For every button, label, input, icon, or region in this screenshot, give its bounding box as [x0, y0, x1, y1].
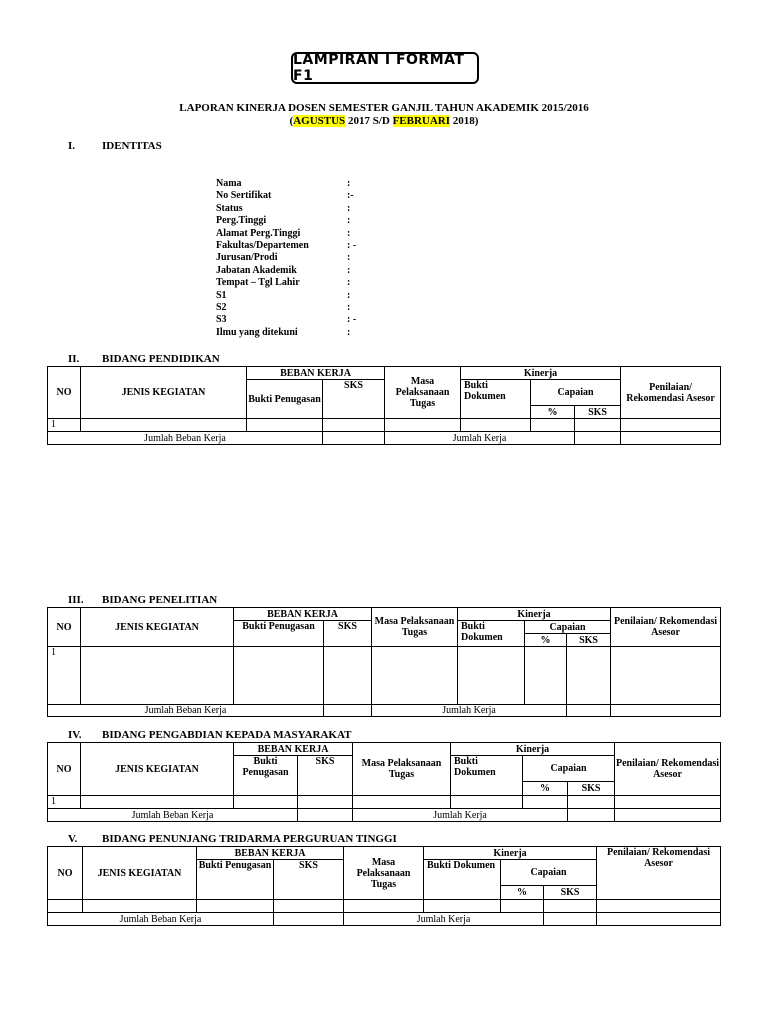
identitas-row: S1 :: [216, 289, 351, 301]
row-number: 1: [48, 419, 81, 432]
identitas-row: Jabatan Akademik :: [216, 264, 351, 276]
identitas-list: [216, 178, 516, 339]
col-bukti-dokumen: Bukti Dokumen: [461, 380, 531, 419]
jumlah-kerja: Jumlah Kerja: [372, 705, 567, 717]
table-row: [48, 419, 721, 432]
col-beban-kerja: BEBAN KERJA: [197, 847, 344, 860]
col-penilaian: Penilaian/ Rekomendasi Asesor: [621, 367, 721, 419]
identitas-row: Fakultas/Departemen : -: [216, 239, 357, 251]
col-beban-kerja: BEBAN KERJA: [234, 743, 353, 756]
col-sks-capaian: SKS: [544, 886, 597, 900]
col-kinerja: Kinerja: [451, 743, 615, 756]
total-row: [48, 705, 721, 717]
table-penelitian: [47, 607, 721, 717]
col-no: NO: [48, 608, 81, 647]
identitas-row: S2 :: [216, 301, 351, 313]
col-penilaian: Penilaian/ Rekomendasi Asesor: [597, 847, 721, 900]
col-beban-kerja: BEBAN KERJA: [234, 608, 372, 621]
jumlah-kerja: Jumlah Kerja: [344, 913, 544, 926]
col-sks-capaian: SKS: [568, 782, 615, 796]
jumlah-beban-kerja: Jumlah Beban Kerja: [48, 432, 323, 445]
col-masa-pelaksanaan: Masa Pelaksanaan Tugas: [385, 367, 461, 419]
identitas-row: Tempat – Tgl Lahir :: [216, 277, 351, 289]
identitas-row: Alamat Perg.Tinggi :: [216, 227, 351, 239]
row-number: 1: [48, 647, 81, 705]
col-persen: %: [531, 406, 575, 419]
table-row: [48, 900, 721, 913]
report-title: LAPORAN KINERJA DOSEN SEMESTER GANJIL TAHUN AKADEMIK 2015/2016: [179, 102, 589, 114]
identitas-row: Jurusan/Prodi :: [216, 252, 351, 264]
col-persen: %: [523, 782, 568, 796]
table-pendidikan: [47, 366, 721, 445]
col-capaian: Capaian: [531, 380, 621, 406]
col-bukti-penugasan: Bukti Penugasan: [234, 756, 298, 796]
col-sks: SKS: [323, 380, 385, 419]
col-bukti-penugasan: Bukti Penugasan: [234, 621, 324, 647]
col-bukti-dokumen: Bukti Dokumen: [458, 621, 525, 647]
col-no: NO: [48, 743, 81, 796]
total-row: [48, 809, 721, 822]
col-masa-pelaksanaan: Masa Pelaksanaan Tugas: [372, 608, 458, 647]
col-beban-kerja: BEBAN KERJA: [247, 367, 385, 380]
col-jenis-kegiatan: JENIS KEGIATAN: [81, 743, 234, 796]
jumlah-kerja: Jumlah Kerja: [353, 809, 568, 822]
lampiran-label: LAMPIRAN I FORMAT F1: [293, 52, 465, 84]
highlight-start-month: AGUSTUS: [293, 115, 346, 127]
col-persen: %: [501, 886, 544, 900]
col-kinerja: Kinerja: [458, 608, 611, 621]
col-capaian: Capaian: [523, 756, 615, 782]
row-number: 1: [48, 796, 81, 809]
col-no: NO: [48, 847, 83, 900]
col-bukti-dokumen: Bukti Dokumen: [451, 756, 523, 796]
col-bukti-penugasan: Bukti Penugasan: [197, 860, 274, 900]
col-capaian: Capaian: [501, 860, 597, 886]
identitas-row: Ilmu yang ditekuni :: [216, 326, 351, 338]
jumlah-beban-kerja: Jumlah Beban Kerja: [48, 705, 324, 717]
col-sks: SKS: [324, 621, 372, 647]
report-period: (AGUSTUS 2017 S/D FEBRUARI 2018): [289, 115, 479, 127]
total-row: [48, 432, 721, 445]
total-row: [48, 913, 721, 926]
identitas-row: S3 : -: [216, 314, 357, 326]
highlight-end-month: FEBRUARI: [392, 115, 451, 127]
table-penunjang: [47, 846, 721, 926]
col-no: NO: [48, 367, 81, 419]
col-persen: %: [525, 634, 567, 647]
identitas-row: Perg.Tinggi :: [216, 215, 351, 227]
col-masa-pelaksanaan: Masa Pelaksanaan Tugas: [344, 847, 424, 900]
identitas-row: Nama :: [216, 178, 351, 189]
col-kinerja: Kinerja: [461, 367, 621, 380]
col-sks-capaian: SKS: [575, 406, 621, 419]
col-penilaian: Penilaian/ Rekomendasi Asesor: [611, 608, 721, 647]
col-jenis-kegiatan: JENIS KEGIATAN: [81, 608, 234, 647]
col-kinerja: Kinerja: [424, 847, 597, 860]
jumlah-beban-kerja: Jumlah Beban Kerja: [48, 913, 274, 926]
identitas-row: Status :: [216, 202, 351, 214]
col-bukti-dokumen: Bukti Dokumen: [424, 860, 501, 900]
col-capaian: Capaian: [525, 621, 611, 634]
col-bukti-penugasan: Bukti Penugasan: [247, 380, 323, 419]
lampiran-box: [291, 52, 479, 84]
table-row: [48, 796, 721, 809]
col-masa-pelaksanaan: Masa Pelaksanaan Tugas: [353, 743, 451, 796]
col-jenis-kegiatan: JENIS KEGIATAN: [83, 847, 197, 900]
table-row: [48, 647, 721, 705]
col-sks: SKS: [274, 860, 344, 900]
col-sks-capaian: SKS: [567, 634, 611, 647]
jumlah-kerja: Jumlah Kerja: [385, 432, 575, 445]
identitas-row: No Sertifikat :-: [216, 190, 354, 202]
col-jenis-kegiatan: JENIS KEGIATAN: [81, 367, 247, 419]
col-sks: SKS: [298, 756, 353, 796]
table-pengabdian: [47, 742, 721, 822]
jumlah-beban-kerja: Jumlah Beban Kerja: [48, 809, 298, 822]
col-penilaian: Penilaian/ Rekomendasi Asesor: [615, 743, 721, 796]
